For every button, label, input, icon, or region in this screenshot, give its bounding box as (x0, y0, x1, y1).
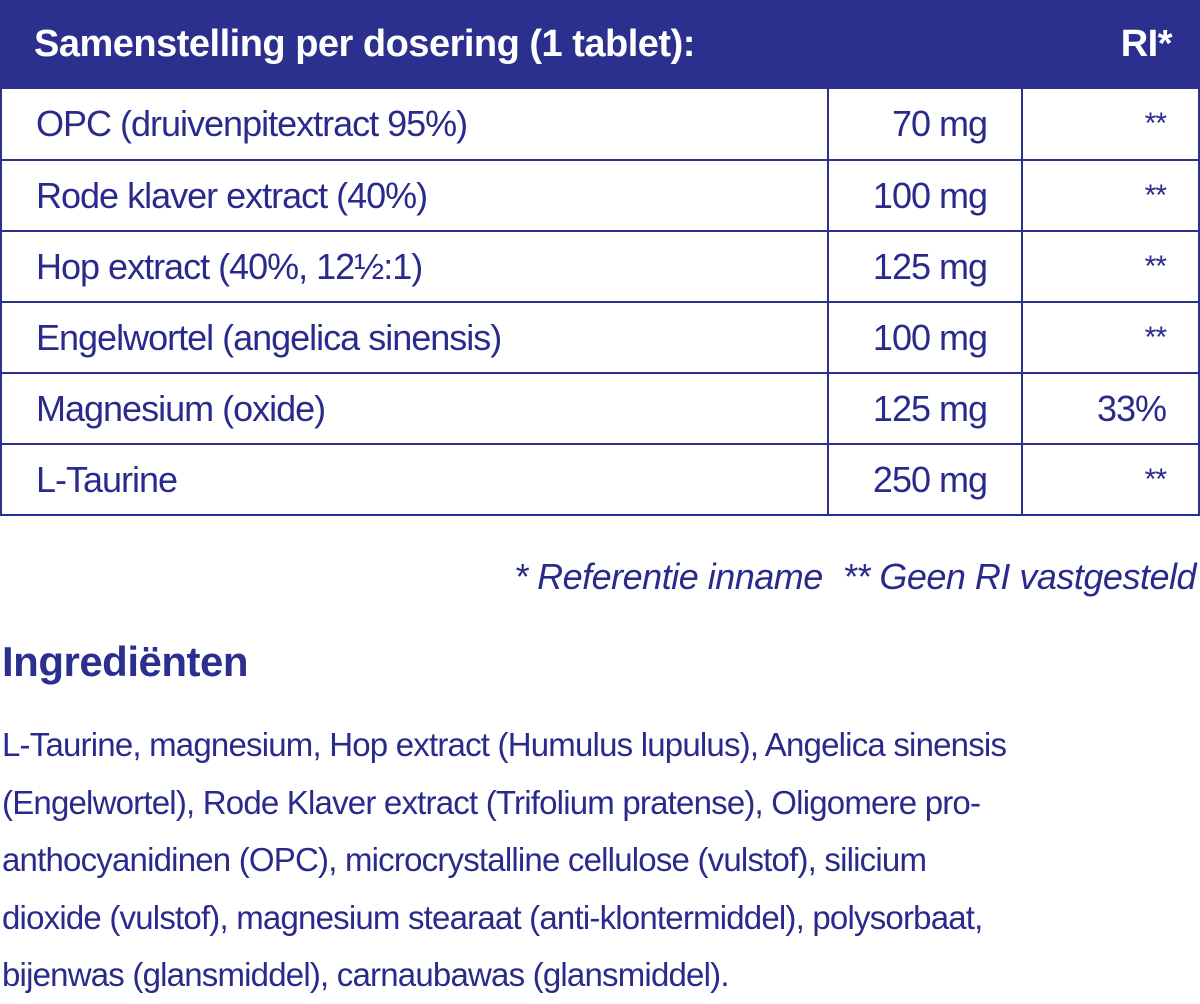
ingredients-line: anthocyanidinen (OPC), microcrystalline cellulose (vulstof), silicium (2, 841, 927, 878)
ingredients-line: dioxide (vulstof), magnesium stearaat (anti-klontermiddel), polysorbaat, (2, 898, 983, 936)
footnote-no-ri: ** Geen RI vastgesteld (842, 556, 1196, 597)
ingredient-ri: ** (1144, 107, 1166, 140)
ingredient-name: L-Taurine (2, 445, 829, 514)
table-body (0, 89, 1200, 516)
ingredient-amount: 125 mg (829, 374, 1023, 443)
ingredients-text (2, 716, 1198, 1004)
ingredient-name: OPC (druivenpitextract 95%) (2, 89, 829, 159)
ingredient-ri: 33% (1096, 387, 1166, 429)
ingredient-ri: ** (1144, 249, 1166, 283)
ingredient-name: Magnesium (oxide) (2, 374, 829, 443)
ingredient-ri: ** (1144, 178, 1166, 212)
footnote-reference: * Referentie inname (514, 556, 823, 597)
ingredient-amount: 125 mg (829, 232, 1023, 301)
ingredient-amount: 250 mg (829, 445, 1023, 514)
ingredients-line: L-Taurine, magnesium, Hop extract (Humulus lupulus), Angelica sinensis (2, 726, 1007, 763)
ingredient-name: Rode klaver extract (40%) (2, 161, 829, 230)
ingredient-name: Engelwortel (angelica sinensis) (2, 303, 829, 372)
ingredient-amount: 70 mg (829, 89, 1023, 159)
ingredients-line: bijenwas (glansmiddel), carnaubawas (glansmiddel). (2, 956, 729, 993)
table-header (0, 0, 1200, 89)
ingredient-ri: ** (1144, 320, 1166, 354)
header-ri: RI* (1120, 23, 1172, 65)
header-label: Samenstelling per dosering (1 tablet): (34, 23, 695, 65)
table-row (2, 303, 1198, 374)
ingredient-name: Hop extract (40%, 12½:1) (2, 232, 829, 301)
table-row (2, 374, 1198, 445)
ingredient-amount: 100 mg (829, 161, 1023, 230)
table-row (2, 161, 1198, 232)
table-row (2, 232, 1198, 303)
table-row (2, 445, 1198, 516)
ingredients-line: (Engelwortel), Rode Klaver extract (Trifolium pratense), Oligomere pro- (2, 783, 981, 821)
table-row (2, 89, 1198, 161)
table-footnote (514, 556, 1196, 598)
ingredient-ri: ** (1144, 462, 1166, 496)
ingredient-amount: 100 mg (829, 303, 1023, 372)
ingredients-heading: Ingrediënten (2, 638, 249, 685)
